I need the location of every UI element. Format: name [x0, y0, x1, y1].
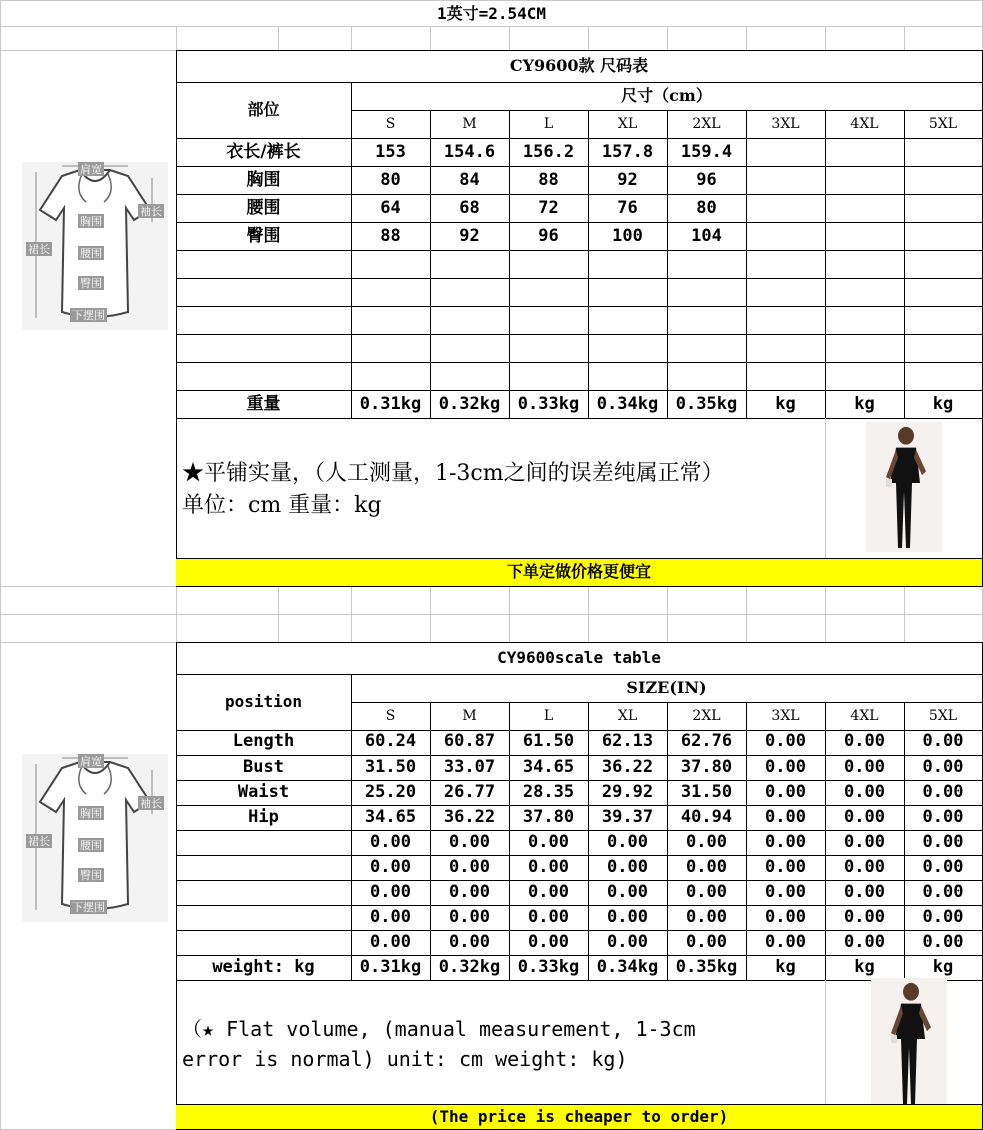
- en_table-size-col-L: L: [543, 708, 554, 724]
- cn_table-cell: [904, 222, 982, 250]
- diagram-label-shoulder: 肩宽: [80, 754, 102, 768]
- en_table-weight-cell: 0.32kg: [438, 957, 501, 977]
- cn_table-cell: [667, 334, 746, 362]
- cn_table-size-col-M: M: [462, 116, 477, 132]
- cn_table-weight-cell: kg: [932, 393, 954, 414]
- en_table-row-label: Waist: [237, 782, 290, 802]
- cn_table-row-label: 臀围: [246, 225, 281, 246]
- cn_table-cell: 154.6: [443, 142, 496, 162]
- diagram-label-sleeve: 袖长: [140, 204, 162, 218]
- cn_table-cell: [588, 250, 667, 278]
- cn_table-cell: 80: [380, 169, 401, 190]
- cn_table-cell: [430, 362, 509, 390]
- en_table-cell: 0.00: [449, 882, 490, 902]
- cn_table-cell: [588, 278, 667, 306]
- en_table-note-line2: error is normal) unit: cm weight: kg): [182, 1047, 628, 1071]
- cn_table-row-label: [176, 306, 351, 334]
- cn_table-cell: [904, 194, 982, 222]
- cn_table-cell: 76: [617, 197, 638, 218]
- en_table-weight-cell: 0.35kg: [675, 957, 738, 977]
- en_table-banner-text: (The price is cheaper to order): [429, 1106, 729, 1126]
- cn_table-cell: [430, 278, 509, 306]
- cn_table-cell: 68: [459, 197, 480, 218]
- en_table-weight-cell: kg: [932, 957, 954, 977]
- diagram-label-hip: 臀围: [80, 868, 102, 882]
- en_table-cell: 0.00: [922, 907, 964, 927]
- en_table-cell: 29.92: [601, 782, 654, 802]
- en_table-cell: 0.00: [844, 857, 885, 877]
- en_table-cell: 34.65: [522, 757, 575, 777]
- diagram-label-bust: 胸围: [80, 214, 102, 228]
- cn_table-cell: [667, 306, 746, 334]
- en_table-cell: 31.50: [364, 757, 417, 777]
- cn_table-cell: [825, 139, 904, 166]
- cn_table-cell: [588, 362, 667, 390]
- en_table-cell: 0.00: [922, 857, 964, 877]
- en_table-cell: 0.00: [765, 832, 806, 852]
- cn_table-weight-cell: 0.32kg: [438, 393, 501, 414]
- en_table-row-label: Hip: [248, 807, 279, 827]
- cn_table-cell: [825, 166, 904, 194]
- cn_table-weight-cell: kg: [775, 393, 796, 414]
- en_table-cell: 31.50: [680, 782, 733, 802]
- cn_table-cell: 156.2: [522, 142, 575, 162]
- en_table-cell: 0.00: [844, 807, 885, 827]
- cn_table-cell: [825, 194, 904, 222]
- en_table-cell: 0.00: [686, 882, 727, 902]
- en_table-cell: 25.20: [364, 782, 417, 802]
- grid-line: [176, 26, 177, 51]
- cn_table-cell: [509, 278, 588, 306]
- cn_table-note-line2: 单位：cm 重量：kg: [182, 493, 382, 518]
- en_table-weight-label: weight: kg: [212, 957, 315, 977]
- en_table-cell: 0.00: [844, 932, 885, 952]
- cn_table-note-line1: ★平铺实量，（人工测量，1-3cm之间的误差纯属正常）: [182, 461, 724, 486]
- en_table-row-label: [176, 880, 351, 905]
- cn_table-cell: [667, 362, 746, 390]
- cn_table-cell: [430, 306, 509, 334]
- cn_table-size-header: 尺寸（cm）: [621, 86, 712, 105]
- en_table-cell: 26.77: [443, 782, 496, 802]
- header-note: 1英寸=2.54CM: [436, 4, 547, 23]
- cn_table-cell: 159.4: [680, 142, 733, 162]
- cn_table-cell: [904, 362, 982, 390]
- en_table-cell: 0.00: [370, 857, 411, 877]
- diagram-label-length: 裙长: [28, 242, 50, 256]
- cn_table-cell: [351, 334, 430, 362]
- en_table-cell: 0.00: [449, 857, 490, 877]
- en_table-size-col-XL: XL: [617, 708, 638, 724]
- en_table-cell: 0.00: [922, 807, 964, 827]
- cn_table-cell: [509, 334, 588, 362]
- table-border: [176, 418, 983, 419]
- en_table-cell: 36.22: [443, 807, 496, 827]
- cn_table-cell: 88: [538, 169, 559, 190]
- en_table-cell: 37.80: [680, 757, 733, 777]
- cn_table-cell: [746, 166, 825, 194]
- cn_table-cell: [351, 306, 430, 334]
- cn_table-row-label: [176, 250, 351, 278]
- cn_table-cell: [509, 250, 588, 278]
- cn_table-cell: 92: [459, 225, 480, 246]
- cn_table-cell: [746, 306, 825, 334]
- cn_table-size-col-2XL: 2XL: [692, 116, 721, 132]
- en_table-size-col-4XL: 4XL: [850, 708, 879, 724]
- en_table-cell: 0.00: [765, 932, 806, 952]
- cn_table-row-label: 衣长/裤长: [226, 142, 301, 162]
- cn_table-cell: 72: [538, 197, 559, 218]
- cn_table-weight-cell: kg: [854, 393, 875, 414]
- grid-line: [825, 26, 826, 51]
- en_table-weight-cell: kg: [775, 957, 796, 977]
- cn_table-banner-text: 下单定做价格更便宜: [506, 562, 651, 581]
- table-border: [176, 980, 983, 981]
- en_table-cell: 0.00: [528, 832, 569, 852]
- cn_table-cell: [746, 278, 825, 306]
- en_table-cell: 0.00: [765, 857, 806, 877]
- cn_table-title: CY9600款 尺码表: [509, 56, 649, 75]
- en_table-cell: 0.00: [922, 730, 964, 751]
- en_table-weight-cell: 0.33kg: [517, 957, 580, 977]
- grid-line: [0, 0, 1, 1130]
- cn_table-cell: [746, 334, 825, 362]
- cn_table-cell: [430, 334, 509, 362]
- en_table-cell: 0.00: [370, 832, 411, 852]
- cn_table-cell: [667, 250, 746, 278]
- cn_table-cell: [746, 194, 825, 222]
- cn_table-cell: [825, 306, 904, 334]
- cn_table-cell: [509, 306, 588, 334]
- grid-line: [351, 26, 352, 51]
- cn_table-position-header: 部位: [247, 100, 280, 119]
- cn_table-size-col-5XL: 5XL: [928, 116, 958, 132]
- en_table-weight-cell: 0.31kg: [359, 957, 422, 977]
- en_table-cell: 0.00: [765, 730, 806, 751]
- cn_table-cell: [509, 362, 588, 390]
- en_table-cell: 0.00: [922, 757, 964, 777]
- en_table-cell: 0.00: [607, 932, 648, 952]
- grid-line: [746, 26, 747, 51]
- cn_table-weight-cell: 0.34kg: [596, 393, 659, 414]
- diagram-label-waist: 腰围: [80, 838, 102, 852]
- cn_table-cell: [746, 250, 825, 278]
- cn_table-cell: 80: [696, 197, 717, 218]
- cn_table-cell: [904, 278, 982, 306]
- en_table-cell: 0.00: [449, 832, 490, 852]
- en_table-cell: 0.00: [370, 882, 411, 902]
- en_table-row-label: [176, 830, 351, 855]
- en_table-cell: 0.00: [607, 882, 648, 902]
- en_table-cell: 0.00: [686, 907, 727, 927]
- cn_table-weight-cell: 0.31kg: [359, 393, 422, 414]
- cn_table-size-col-3XL: 3XL: [771, 116, 800, 132]
- en_table-cell: 0.00: [844, 757, 885, 777]
- diagram-label-hem: 下摆围: [72, 900, 105, 914]
- cn_table-cell: [351, 278, 430, 306]
- cn_table-cell: [430, 250, 509, 278]
- grid-line: [0, 26, 983, 27]
- cn_table-cell: [825, 222, 904, 250]
- diagram-label-hem: 下摆围: [72, 308, 105, 322]
- cn_table-cell: [904, 250, 982, 278]
- grid-line: [667, 26, 668, 51]
- en_table-cell: 28.35: [522, 782, 575, 802]
- diagram-label-bust: 胸围: [80, 806, 102, 820]
- en_table-size-col-M: M: [462, 708, 477, 724]
- en_table-cell: 0.00: [607, 832, 648, 852]
- cn_table-cell: [825, 278, 904, 306]
- cn_table-cell: [351, 250, 430, 278]
- grid-line: [588, 26, 589, 51]
- en_table-cell: 0.00: [922, 782, 964, 802]
- grid-line: [509, 26, 510, 51]
- grid-line: [278, 26, 279, 51]
- cn_table-cell: [904, 139, 982, 166]
- en_table-size-header: SIZE(IN): [626, 678, 707, 697]
- en_table-cell: 62.13: [601, 730, 654, 751]
- cn_table-cell: 92: [617, 169, 638, 190]
- en_table-size-col-S: S: [385, 708, 396, 724]
- en_table-cell: 0.00: [686, 932, 727, 952]
- cn_table-cell: 157.8: [601, 142, 654, 162]
- cn_table-cell: [746, 139, 825, 166]
- cn_table-cell: [825, 362, 904, 390]
- en_table-cell: 0.00: [607, 907, 648, 927]
- en_table-note-line1: （★ Flat volume, (manual measurement, 1-3cm: [182, 1017, 696, 1041]
- en_table-cell: 0.00: [844, 782, 885, 802]
- cn_table-row-label: 胸围: [246, 169, 281, 190]
- cn_table-cell: 84: [459, 169, 480, 190]
- cn_table-size-col-4XL: 4XL: [850, 116, 879, 132]
- en_table-cell: 0.00: [686, 832, 727, 852]
- cn_table-cell: 153: [375, 142, 406, 162]
- en_table-weight-cell: 0.34kg: [596, 957, 659, 977]
- en_table-cell: 0.00: [765, 907, 806, 927]
- cn_table-cell: [351, 362, 430, 390]
- diagram-label-hip: 臀围: [80, 276, 102, 290]
- en_table-cell: 0.00: [765, 882, 806, 902]
- cn_table-cell: 104: [691, 225, 722, 246]
- en_table-cell: 0.00: [765, 782, 806, 802]
- cn_table-cell: [904, 334, 982, 362]
- en_table-cell: 0.00: [528, 882, 569, 902]
- grid-line: [0, 614, 983, 615]
- en_table-cell: 36.22: [601, 757, 654, 777]
- en_table-size-col-5XL: 5XL: [928, 708, 958, 724]
- en_table-cell: 0.00: [449, 932, 490, 952]
- en_table-cell: 0.00: [370, 907, 411, 927]
- cn_table-size-col-XL: XL: [617, 116, 638, 132]
- en_table-cell: 0.00: [528, 857, 569, 877]
- cn_table-cell: [746, 222, 825, 250]
- diagram-label-length: 裙长: [28, 834, 50, 848]
- cn_table-cell: 88: [380, 225, 401, 246]
- cn_table-cell: [904, 166, 982, 194]
- diagram-label-sleeve: 袖长: [140, 796, 162, 810]
- en_table-cell: 0.00: [686, 857, 727, 877]
- en_table-cell: 0.00: [922, 882, 964, 902]
- cn_table-weight-cell: 0.33kg: [517, 393, 580, 414]
- cn_table-cell: [746, 362, 825, 390]
- en_table-size-col-2XL: 2XL: [692, 708, 721, 724]
- cn_table-cell: 96: [696, 169, 717, 190]
- grid-line: [0, 0, 983, 1]
- en_table-cell: 62.76: [680, 730, 733, 751]
- cn_table-cell: [904, 306, 982, 334]
- table-border: [176, 586, 983, 587]
- en_table-position-header: position: [224, 692, 303, 711]
- cn_table-size-col-S: S: [385, 116, 396, 132]
- en_table-row-label: [176, 855, 351, 880]
- en_table-cell: 33.07: [443, 757, 496, 777]
- cn_table-size-col-L: L: [543, 116, 554, 132]
- en_table-cell: 0.00: [528, 932, 569, 952]
- en_table-weight-cell: kg: [854, 957, 875, 977]
- grid-line: [430, 26, 431, 51]
- en_table-cell: 0.00: [528, 907, 569, 927]
- en_table-row-label: [176, 905, 351, 930]
- en_table-row-label: Bust: [243, 757, 284, 777]
- en_table-cell: 40.94: [680, 807, 733, 827]
- cn_table-cell: [825, 250, 904, 278]
- cn_table-weight-cell: 0.35kg: [675, 393, 738, 414]
- cn_table-row-label: [176, 278, 351, 306]
- en_table-cell: 37.80: [522, 807, 575, 827]
- grid-line: [825, 980, 826, 1105]
- grid-line: [904, 26, 905, 51]
- en_table-cell: 0.00: [844, 907, 885, 927]
- en_table-cell: 0.00: [844, 882, 885, 902]
- model-photo: [866, 422, 942, 552]
- en_table-title: CY9600scale table: [497, 648, 661, 667]
- en_table-row-label: Length: [232, 730, 295, 751]
- cn_table-cell: 96: [538, 225, 559, 246]
- cn_table-row-label: [176, 334, 351, 362]
- cn_table-cell: [588, 334, 667, 362]
- cn_table-cell: [667, 278, 746, 306]
- cn_table-weight-label: 重量: [246, 393, 281, 414]
- cn_table-row-label: 腰围: [246, 197, 281, 218]
- model-photo: [871, 978, 947, 1108]
- cn_table-cell: [588, 306, 667, 334]
- en_table-cell: 0.00: [844, 730, 885, 751]
- en_table-cell: 0.00: [844, 832, 885, 852]
- en_table-cell: 0.00: [765, 757, 806, 777]
- en_table-cell: 34.65: [364, 807, 417, 827]
- cn_table-cell: 100: [612, 225, 643, 246]
- en_table-cell: 39.37: [601, 807, 654, 827]
- diagram-label-shoulder: 肩宽: [80, 162, 102, 176]
- en_table-row-label: [176, 930, 351, 955]
- en_table-cell: 60.87: [443, 730, 496, 751]
- cn_table-cell: [825, 334, 904, 362]
- en_table-cell: 60.24: [364, 730, 417, 751]
- en_table-cell: 0.00: [922, 932, 964, 952]
- en_table-cell: 0.00: [607, 857, 648, 877]
- en_table-cell: 61.50: [522, 730, 575, 751]
- en_table-size-col-3XL: 3XL: [771, 708, 800, 724]
- en_table-cell: 0.00: [370, 932, 411, 952]
- en_table-cell: 0.00: [449, 907, 490, 927]
- cn_table-row-label: [176, 362, 351, 390]
- diagram-label-waist: 腰围: [80, 246, 102, 260]
- cn_table-cell: 64: [380, 197, 401, 218]
- grid-line: [825, 418, 826, 559]
- en_table-cell: 0.00: [765, 807, 806, 827]
- en_table-cell: 0.00: [922, 832, 964, 852]
